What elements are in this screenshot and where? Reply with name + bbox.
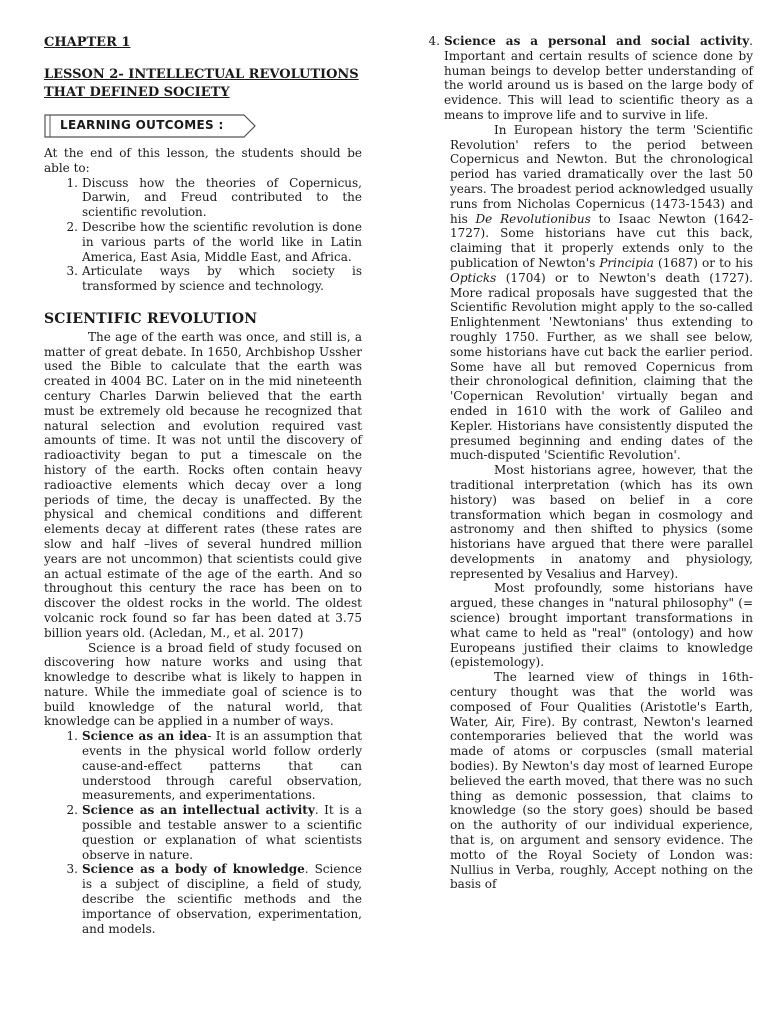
list-number: 4. [428,34,440,48]
paragraph-learned-view: The learned view of things in 16th-century thought was that the world was composed of Four Qualities (Aristotle's Earth, Water, Air, Fire). By contrast, Newton's learned contemporaries believed that the world was made of atoms or corpuscles (small material bodies). By Newton's day most of learned Europe believed the earth moved, that there was no such thing as demonic possession, that claims to knowledge (so the story goes) should be based on the authority of our individual experience, that is, on argument and sensory evidence. The motto of the Royal Society of London was: Nullius in Verba, roughly, Accept nothing on the basis of [450,670,753,892]
lesson-title: LESSON 2- INTELLECTUAL REVOLUTIONS THAT DEFINED SOCIETY [44,67,359,100]
list-item [66,264,362,294]
learning-outcomes-label: LEARNING OUTCOMES : [60,118,224,132]
list-item [66,729,362,803]
list-text: Discuss how the theories of Copernicus, Darwin, and Freud contributed to the scientific revolution. [82,175,362,220]
list-bold-term: Science as a body of knowledge [82,862,305,877]
text-run: In European history the term 'Scientific Revolution' refers to the period between Copernicus and Newton. But the chronological period has varied dramatically over the last 50 years. The broadest period acknowledged usually runs from Nicholas Copernicus (1473-1543) and his [450,122,753,226]
list-text [82,729,362,803]
chapter-heading: CHAPTER 1 [44,35,131,50]
text-run: (1704) or to Newton's death (1727). More radical proposals have suggested that the Scientific Revolution might apply to the so-called Enlightenment 'Newtonians' thus extending to roughly 1750. Further, as we shall see below, some historians have cut back the earlier period. Some have all but removed Copernicus from their chronological definition, claiming that the 'Copernican Revolution' virtually began and ended in 1610 with the work of Galileo and Kepler. Historians have consistently disputed the presumed beginning and ending dates of the much-disputed 'Scientific Revolution'. [450,270,753,463]
book-title: Opticks [450,270,497,285]
list-text [82,862,362,936]
paragraph-natural-philosophy: Most profoundly, some historians have argued, these changes in "natural philosophy" (= science) brought important transformations in what came to held as "real" (ontology) and how Europeans justified their claims to knowledge (epistemology). [450,581,753,670]
list-description: . Science is a subject of discipline, a field of study, describe the scientific methods and the importance of observation, experimentation, and models. [82,862,363,936]
science-ways-list [66,729,363,936]
list-text [444,34,753,123]
list-item [66,803,362,862]
list-number: 2. [66,803,78,818]
learning-outcomes-banner [44,114,256,138]
list-number: 1. [66,175,78,190]
text-run: (1687) or to his [653,255,753,270]
list-bold-term: Science as an idea [82,729,208,744]
list-number: 2. [66,219,78,234]
list-number: 3. [66,264,78,279]
list-text [82,803,362,862]
list-bold-term: Science as an intellectual activity [82,803,315,818]
list-text: Articulate ways by which society is transformed by science and technology. [82,264,362,294]
paragraph-science-definition: Science is a broad field of study focused on discovering how nature works and using that knowledge to describe what is likely to happen in nature. While the immediate goal of science is to build knowledge of the natural world, that knowledge can be applied in a number of ways. [44,640,362,729]
outcomes-intro: At the end of this lesson, the students should be able to: [44,146,362,175]
list-description: - It is an assumption that events in the physical world follow orderly cause-and-effect patterns that can understood through careful observation, measurements, and experimentations. [82,729,362,803]
paragraph-age-of-earth: The age of the earth was once, and still is, a matter of great debate. In 1650, Archbishop Ussher used the Bible to calculate that the earth was created in 4004 BC. Later on in the mid nineteenth century Charles Darwin believed that the earth must be extremely old because he recognized that natural selection and evolution required vast amounts of time. It was not until the discovery of radioactivity began to put a timescale on the history of the earth. Rocks often contain heavy radioactive elements which decay over a long periods of time, the decay is unaffected. By the physical and chemical conditions and different elements decay at different rates (these rates are slow and half –lives of several hundred million years are not uncommon) that scientists could give an actual estimate of the age of the earth. And so throughout this century the race has been on to discover the oldest rocks in the world. The oldest volcanic rock found so far has been dated at 3.75 billion years old. (Acledan, M., et al. 2017) [44,329,362,640]
list-text: Describe how the scientific revolution is done in various parts of the world like in Latin America, East Asia, Middle East, and Africa. [82,219,362,264]
list-number: 3. [66,862,78,877]
book-title: De Revolutionibus [475,211,591,226]
list-item [66,219,362,264]
outcomes-list [66,175,362,294]
text-run: to Isaac Newton (1642-1727). Some historians have cut this back, claiming that it properly extends only to the publication of Newton's [450,211,754,270]
right-body [450,123,753,892]
paragraph-scientific-revolution-period [450,123,753,463]
list-description: . Important and certain results of science done by human beings to develop better understanding of the world around us is based on the large body of evidence. This will lead to scientific theory as a means to improve life and to survive in life. [444,34,753,122]
right-column [428,34,753,892]
list-bold-term: Science as a personal and social activity [444,34,750,48]
left-column [44,34,362,936]
list-item [66,175,362,220]
book-title: Principia [599,255,654,270]
list-number: 1. [66,729,78,744]
science-ways-list-continued [428,34,753,123]
section-title: SCIENTIFIC REVOLUTION [44,310,258,327]
list-item [66,862,363,936]
paragraph-traditional-interpretation: Most historians agree, however, that the traditional interpretation (which has its own history) was based on belief in a core transformation which began in cosmology and astronomy and then shifted to physics (some historians have argued that there were parallel developments in anatomy and physiology, represented by Vesalius and Harvey). [450,463,753,581]
list-item [428,34,753,123]
list-description: . It is a possible and testable answer to a scientific question or explanation of what scientists observe in nature. [82,803,362,862]
